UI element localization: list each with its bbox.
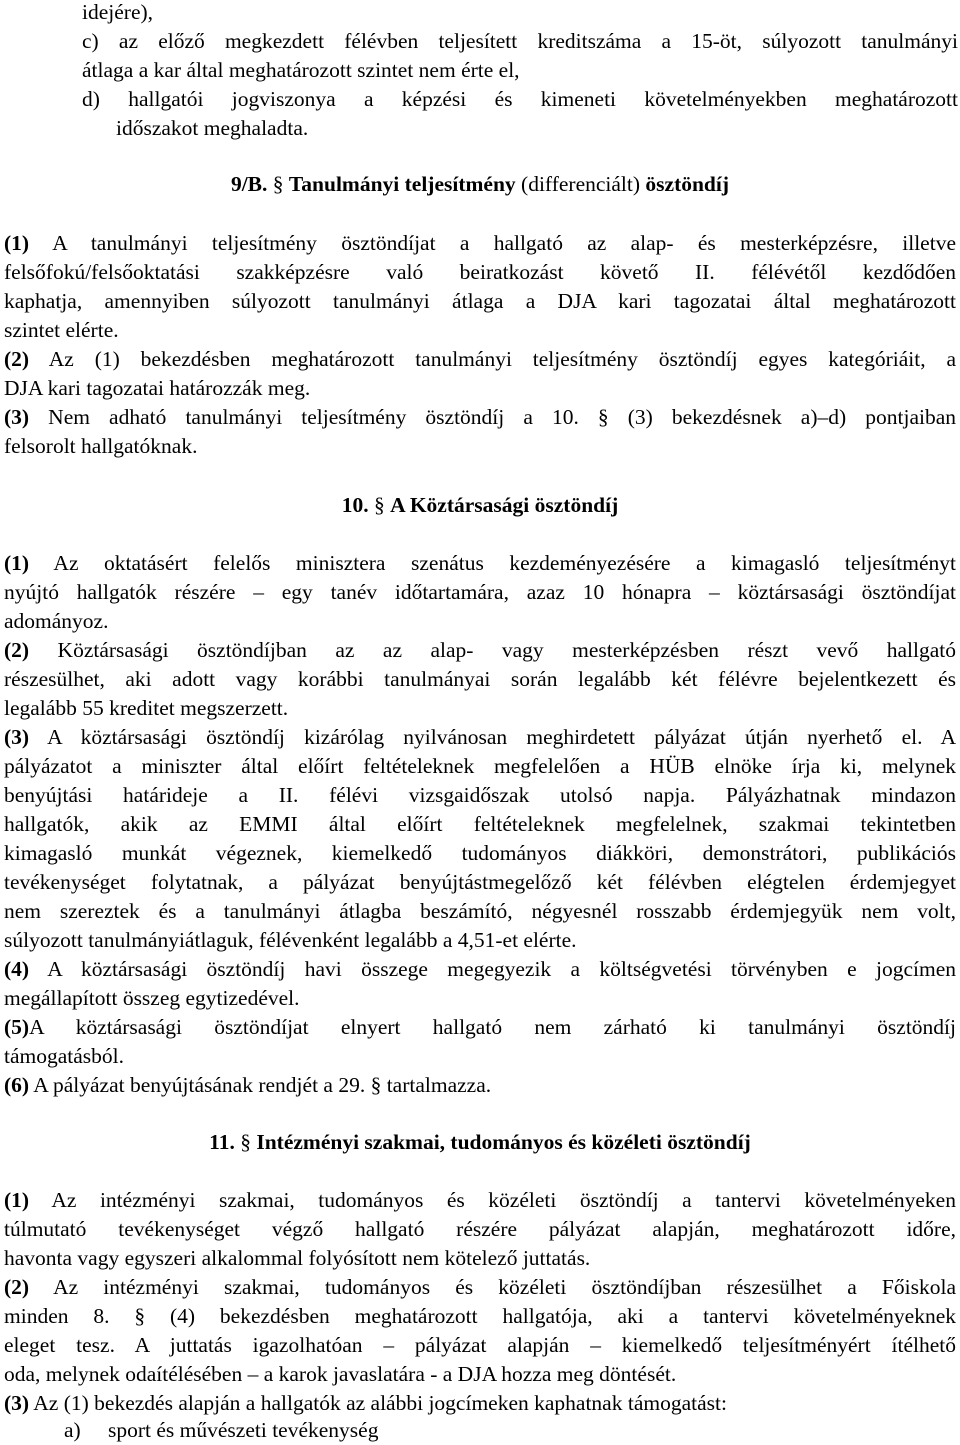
paragraph-line: (3) Nem adható tanulmányi teljesítmény ösztöndíj a 10. § (3) bekezdésnek a)–d) pontjaiban (4, 405, 957, 429)
paragraph-line: (4) A köztársasági ösztöndíj havi összege megegyezik a költségvetési törvényben e jogcímen (4, 957, 956, 981)
paragraph-line: támogatásból. (4, 1044, 125, 1068)
paragraph-line: túlmutató tevékenységet végző hallgató részére pályázat alapján, meghatározott időre, (4, 1217, 956, 1241)
paragraph-line: (1) A tanulmányi teljesítmény ösztöndíjat a hallgató az alap- és mesterképzésre, illetve (4, 231, 956, 255)
paragraph-line: eleget tesz. A juttatás igazolhatóan – pályázat alapján – kiemelkedő teljesítményért ítélhető (4, 1333, 956, 1357)
paragraph-line: tevékenységet folytatnak, a pályázat benyújtástmegelőző két félévben elégtelen érdemjegyet (4, 870, 956, 894)
paragraph-line: adományoz. (4, 609, 109, 633)
paragraph-line: (3) Az (1) bekezdés alapján a hallgatók az alábbi jogcímeken kaphatnak támogatást: (4, 1391, 727, 1415)
paragraph-line: pályázatot a miniszter által előírt feltételeknek megfelelően a HÜB elnöke írja ki, melynek (4, 754, 956, 778)
paragraph-line: nem szereztek és a tanulmányi átlagba beszámító, négyesnél rosszabb érdemjegyük nem volt, (4, 899, 956, 923)
paragraph-line: oda, melynek odaítélésében – a karok javaslatára - a DJA hozza meg döntését. (4, 1362, 677, 1386)
paragraph-line: nyújtó hallgatók részére – egy tanév időtartamára, azaz 10 hónapra – köztársasági ösztöndíjat (4, 580, 956, 604)
section-heading-10: 10. § A Köztársasági ösztöndíj (341, 493, 619, 517)
paragraph-line: legalább 55 kreditet megszerzett. (4, 696, 289, 720)
paragraph-line: súlyozott tanulmányiátlaguk, félévenként legalább a 4,51-et elérte. (4, 928, 577, 952)
list-item-a: a) sport és művészeti tevékenység (64, 1418, 379, 1442)
paragraph-line: (3) A köztársasági ösztöndíj kizárólag nyilvánosan meghirdetett pályázat útján nyerhető el. A (4, 725, 956, 749)
text-line: idejére), (82, 0, 154, 24)
list-item-d: d) hallgatói jogviszonya a képzési és kimeneti követelményekben meghatározott (82, 87, 958, 111)
paragraph-line: (1) Az oktatásért felelős minisztera szenátus kezdeményezésére a kimagasló teljesítményt (4, 551, 956, 575)
section-heading-9b: 9/B. § Tanulmányi teljesítmény (differenciált) ösztöndíj (230, 172, 730, 196)
paragraph-line: hallgatók, akik az EMMI által előírt feltételeknek megfelelnek, szakmai tekintetben (4, 812, 956, 836)
paragraph-line: (6) A pályázat benyújtásának rendjét a 29. § tartalmazza. (4, 1073, 492, 1097)
section-heading-11: 11. § Intézményi szakmai, tudományos és közéleti ösztöndíj (209, 1130, 751, 1154)
paragraph-line: részesülhet, aki adott vagy korábbi tanulmányai során legalább két félévre bejelentkezett és (4, 667, 956, 691)
paragraph-line: kaphatja, amennyiben súlyozott tanulmányi átlaga a DJA kari tagozatai által meghatározott (4, 289, 956, 313)
paragraph-line: (1) Az intézményi szakmai, tudományos és közéleti ösztöndíj a tantervi követelményeken (4, 1188, 956, 1212)
paragraph-line: (2) Köztársasági ösztöndíjban az az alap- vagy mesterképzésben részt vevő hallgató (4, 638, 957, 662)
paragraph-line: (5)A köztársasági ösztöndíjat elnyert hallgató nem zárható ki tanulmányi ösztöndíj (4, 1015, 956, 1039)
paragraph-line: benyújtási határideje a II. félévi vizsgaidőszak utolsó napja. Pályázhatnak mindazon (4, 783, 956, 807)
paragraph-line: kimagasló munkát végeznek, kiemelkedő tudományos diákköri, demonstrátori, publikációs (4, 841, 956, 865)
paragraph-line: (2) Az intézményi szakmai, tudományos és közéleti ösztöndíjban részesülhet a Főiskola (4, 1275, 956, 1299)
list-item-c: c) az előző megkezdett félévben teljesített kreditszáma a 15-öt, súlyozott tanulmányi (82, 29, 958, 53)
paragraph-line: szintet elérte. (4, 318, 119, 342)
paragraph-line: havonta vagy egyszeri alkalommal folyósított nem kötelező juttatás. (4, 1246, 591, 1270)
paragraph-line: megállapított összeg egytizedével. (4, 986, 300, 1010)
paragraph-line: minden 8. § (4) bekezdésben meghatározott hallgatója, aki a tantervi követelményeknek (4, 1304, 956, 1328)
paragraph-line: (2) Az (1) bekezdésben meghatározott tanulmányi teljesítmény ösztöndíj egyes kategóriáit, a (4, 347, 956, 371)
text-line: időszakot meghaladta. (116, 116, 309, 140)
paragraph-line: felsorolt hallgatóknak. (4, 434, 198, 458)
text-line: átlaga a kar által meghatározott szintet nem érte el, (82, 58, 520, 82)
paragraph-line: felsőfokú/felsőoktatási szakképzésre való beiratkozást követő II. félévétől kezdődően (4, 260, 956, 284)
paragraph-line: DJA kari tagozatai határozzák meg. (4, 376, 311, 400)
